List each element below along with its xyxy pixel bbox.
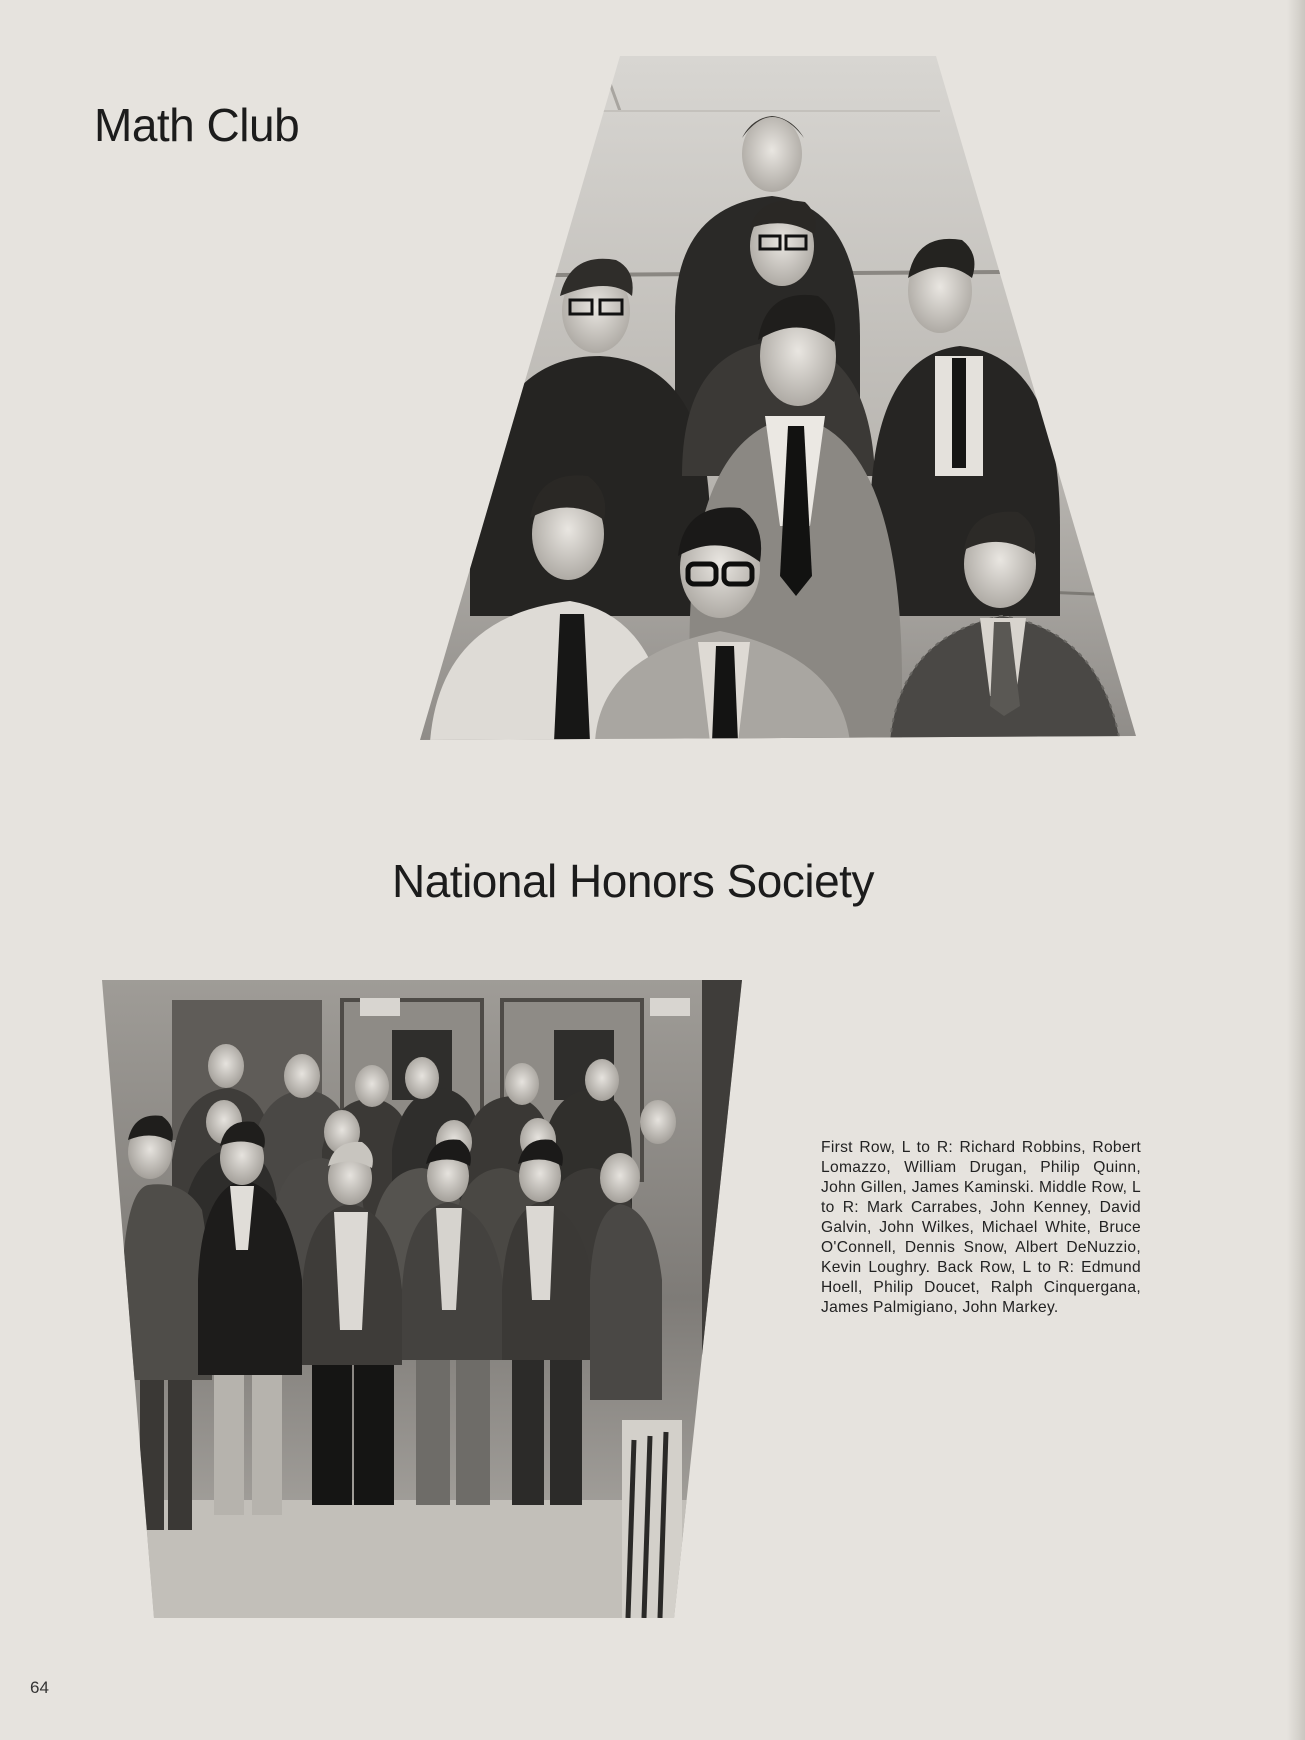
honors-society-caption: First Row, L to R: Richard Robbins, Robert Lomazzo, William Drugan, Philip Quinn, John Gillen, James Kaminski. Middle Row, L to R: Mark Carrabes, John Kenney, David Galvin, John Wilkes, Michael White, Bruce O'Connell, Dennis Snow, Albert DeNuzzio, Kevin Loughry. Back Row, L to R: Edmund Hoell, Philip Doucet, Ralph Cinquergana, James Palmigiano, John Markey. bbox=[821, 1139, 1141, 1316]
math-club-title: Math Club bbox=[94, 99, 300, 151]
honors-society-title: National Honors Society bbox=[392, 855, 874, 907]
honors-society-photo bbox=[102, 980, 744, 1618]
page-number: 64 bbox=[30, 1678, 49, 1697]
math-club-photo bbox=[420, 56, 1140, 742]
page-edge-shadow bbox=[1287, 0, 1305, 1740]
